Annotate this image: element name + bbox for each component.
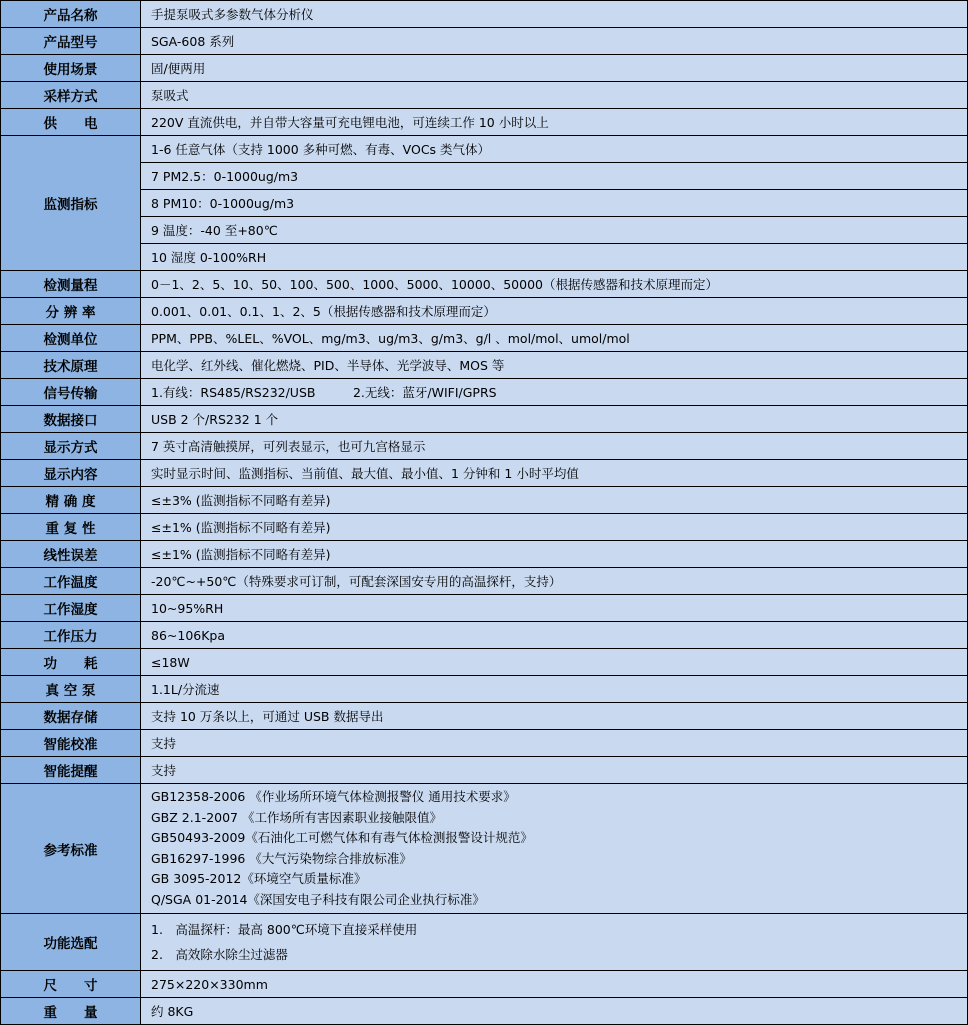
table-row <box>1 163 968 190</box>
spec-value-optional-features <box>141 914 968 971</box>
spec-value-model: SGA-608 系列 <box>141 28 968 55</box>
table-row <box>1 568 968 595</box>
spec-label-smart-reminder: 智能提醒 <box>1 757 141 784</box>
spec-label-linearity-error: 线性误差 <box>1 541 141 568</box>
spec-value-data-storage: 支持 10 万条以上，可通过 USB 数据导出 <box>141 703 968 730</box>
spec-value-linearity-error: ≤±1% (监测指标不同略有差异) <box>141 541 968 568</box>
spec-label-working-humidity: 工作湿度 <box>1 595 141 622</box>
spec-value-data-interface: USB 2 个/RS232 1 个 <box>141 406 968 433</box>
spec-value-repeatability: ≤±1% (监测指标不同略有差异) <box>141 514 968 541</box>
table-row <box>1 298 968 325</box>
optional-feature-line: 1. 高温探杆：最高 800℃环境下直接采样使用 <box>151 922 418 937</box>
table-row <box>1 541 968 568</box>
standard-line: GB 3095-2012《环境空气质量标准》 <box>151 871 367 886</box>
spec-label-power-supply: 供 电 <box>1 109 141 136</box>
spec-value-monitoring-indicator-3: 8 PM10：0-1000ug/m3 <box>141 190 968 217</box>
spec-value-product-name: 手提泵吸式多参数气体分析仪 <box>141 1 968 28</box>
table-row <box>1 971 968 998</box>
table-row <box>1 82 968 109</box>
table-row <box>1 1 968 28</box>
table-row <box>1 784 968 914</box>
spec-label-detection-unit: 检测单位 <box>1 325 141 352</box>
table-row <box>1 622 968 649</box>
spec-value-technical-principle: 电化学、红外线、催化燃烧、PID、半导体、光学波导、MOS 等 <box>141 352 968 379</box>
table-row <box>1 998 968 1025</box>
spec-value-sampling-method: 泵吸式 <box>141 82 968 109</box>
table-row <box>1 703 968 730</box>
spec-label-power-consumption: 功 耗 <box>1 649 141 676</box>
spec-value-monitoring-indicator-1: 1-6 任意气体（支持 1000 多种可燃、有毒、VOCs 类气体） <box>141 136 968 163</box>
table-row <box>1 190 968 217</box>
spec-label-technical-principle: 技术原理 <box>1 352 141 379</box>
spec-value-monitoring-indicator-4: 9 温度：-40 至+80℃ <box>141 217 968 244</box>
spec-label-display-content: 显示内容 <box>1 460 141 487</box>
spec-label-weight: 重 量 <box>1 998 141 1025</box>
spec-value-vacuum-pump: 1.1L/分流速 <box>141 676 968 703</box>
table-row <box>1 325 968 352</box>
spec-label-repeatability: 重 复 性 <box>1 514 141 541</box>
table-row <box>1 460 968 487</box>
spec-label-resolution: 分 辨 率 <box>1 298 141 325</box>
table-row <box>1 676 968 703</box>
spec-value-dimensions: 275×220×330mm <box>141 971 968 998</box>
spec-value-smart-calibration: 支持 <box>141 730 968 757</box>
spec-value-accuracy: ≤±3% (监测指标不同略有差异) <box>141 487 968 514</box>
spec-label-smart-calibration: 智能校准 <box>1 730 141 757</box>
spec-value-working-temperature: -20℃~+50℃（特殊要求可订制，可配套深国安专用的高温探杆，支持） <box>141 568 968 595</box>
spec-label-reference-standards: 参考标准 <box>1 784 141 914</box>
spec-value-resolution: 0.001、0.01、0.1、1、2、5（根据传感器和技术原理而定） <box>141 298 968 325</box>
spec-label-model: 产品型号 <box>1 28 141 55</box>
spec-value-smart-reminder: 支持 <box>141 757 968 784</box>
table-row <box>1 487 968 514</box>
table-row <box>1 244 968 271</box>
spec-value-monitoring-indicator-5: 10 湿度 0-100%RH <box>141 244 968 271</box>
spec-value-working-humidity: 10~95%RH <box>141 595 968 622</box>
spec-value-signal-transmission: 1.有线：RS485/RS232/USB 2.无线：蓝牙/WIFI/GPRS <box>141 379 968 406</box>
spec-label-working-pressure: 工作压力 <box>1 622 141 649</box>
optional-feature-line: 2. 高效除水除尘过滤器 <box>151 947 288 962</box>
table-row <box>1 379 968 406</box>
table-row <box>1 730 968 757</box>
table-row <box>1 757 968 784</box>
spec-label-monitoring-indicators: 监测指标 <box>1 136 141 271</box>
spec-value-detection-range: 0－1、2、5、10、50、100、500、1000、5000、10000、50000（根据传感器和技术原理而定） <box>141 271 968 298</box>
spec-value-power-supply: 220V 直流供电，并自带大容量可充电锂电池，可连续工作 10 小时以上 <box>141 109 968 136</box>
spec-value-display-mode: 7 英寸高清触摸屏，可列表显示，也可九宫格显示 <box>141 433 968 460</box>
standard-line: GB12358-2006 《作业场所环境气体检测报警仪 通用技术要求》 <box>151 789 516 804</box>
spec-label-signal-transmission: 信号传输 <box>1 379 141 406</box>
table-row <box>1 406 968 433</box>
table-row <box>1 649 968 676</box>
standard-line: Q/SGA 01-2014《深国安电子科技有限公司企业执行标准》 <box>151 891 485 907</box>
table-row <box>1 28 968 55</box>
table-row <box>1 136 968 163</box>
spec-value-power-consumption: ≤18W <box>141 649 968 676</box>
spec-label-display-mode: 显示方式 <box>1 433 141 460</box>
spec-value-monitoring-indicator-2: 7 PM2.5：0-1000ug/m3 <box>141 163 968 190</box>
standard-line: GB16297-1996 《大气污染物综合排放标准》 <box>151 850 412 866</box>
table-row <box>1 595 968 622</box>
spec-value-working-pressure: 86~106Kpa <box>141 622 968 649</box>
spec-label-optional-features: 功能选配 <box>1 914 141 971</box>
spec-value-usage-scene: 固/便两用 <box>141 55 968 82</box>
table-row <box>1 109 968 136</box>
spec-label-detection-range: 检测量程 <box>1 271 141 298</box>
spec-label-working-temperature: 工作温度 <box>1 568 141 595</box>
spec-label-dimensions: 尺 寸 <box>1 971 141 998</box>
table-row <box>1 271 968 298</box>
spec-label-data-interface: 数据接口 <box>1 406 141 433</box>
table-row <box>1 914 968 971</box>
standard-line: GBZ 2.1-2007 《工作场所有害因素职业接触限值》 <box>151 809 442 825</box>
spec-label-accuracy: 精 确 度 <box>1 487 141 514</box>
spec-value-weight: 约 8KG <box>141 998 968 1025</box>
table-row <box>1 55 968 82</box>
table-row <box>1 352 968 379</box>
standard-line: GB50493-2009《石油化工可燃气体和有毒气体检测报警设计规范》 <box>151 830 533 845</box>
spec-label-usage-scene: 使用场景 <box>1 55 141 82</box>
spec-value-display-content: 实时显示时间、监测指标、当前值、最大值、最小值、1 分钟和 1 小时平均值 <box>141 460 968 487</box>
table-row <box>1 433 968 460</box>
spec-label-vacuum-pump: 真 空 泵 <box>1 676 141 703</box>
spec-label-sampling-method: 采样方式 <box>1 82 141 109</box>
table-row <box>1 217 968 244</box>
table-row <box>1 514 968 541</box>
spec-label-product-name: 产品名称 <box>1 1 141 28</box>
spec-label-data-storage: 数据存储 <box>1 703 141 730</box>
spec-value-reference-standards <box>141 784 968 914</box>
spec-value-detection-unit: PPM、PPB、%LEL、%VOL、mg/m3、ug/m3、g/m3、g/l 、mol/mol、umol/mol <box>141 325 968 352</box>
